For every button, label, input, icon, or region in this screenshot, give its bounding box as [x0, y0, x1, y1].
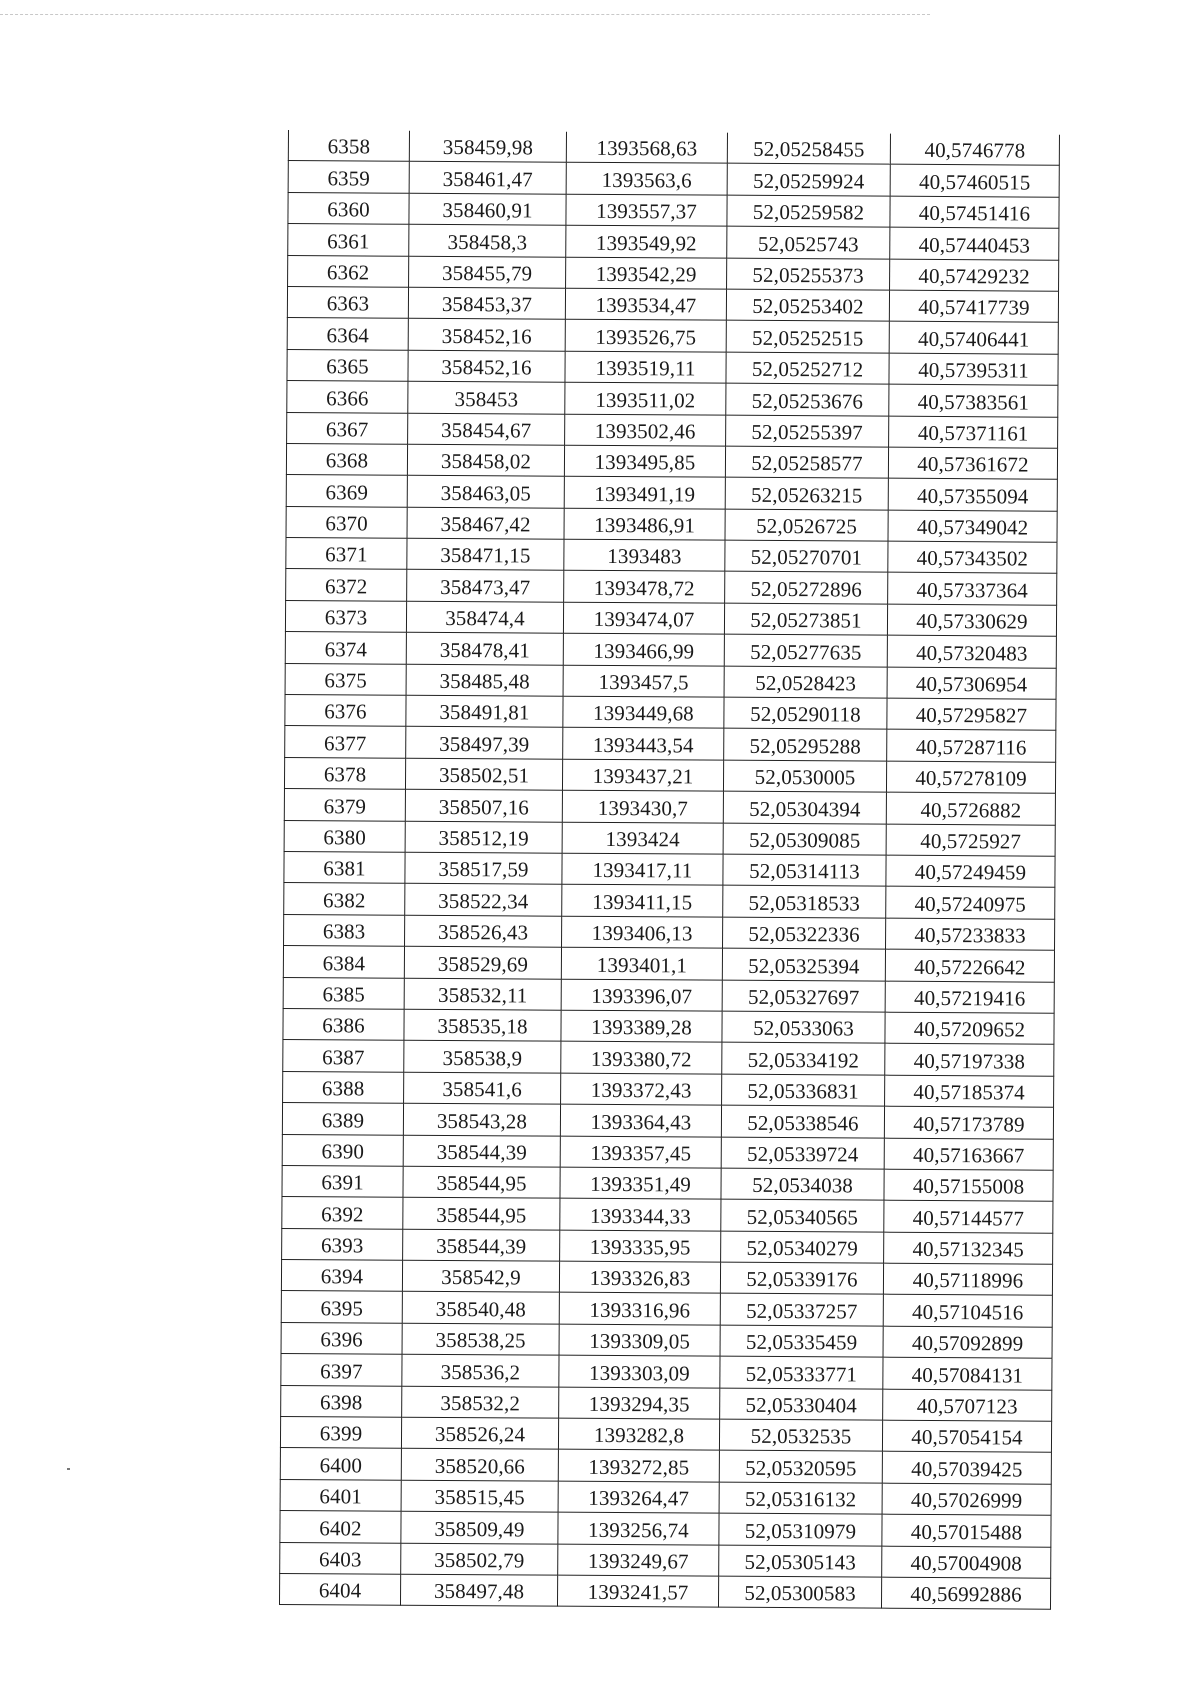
cell-latitude: 52,05330404 [720, 1388, 883, 1420]
cell-latitude: 52,05339176 [720, 1262, 883, 1294]
coordinates-table-body [279, 130, 1059, 1610]
cell-longitude: 40,5746778 [890, 134, 1059, 166]
cell-y-coordinate: 1393372,43 [561, 1073, 722, 1105]
cell-x-coordinate: 358497,39 [406, 727, 563, 759]
cell-latitude: 52,05270701 [725, 540, 888, 572]
table-row [282, 1165, 1053, 1201]
cell-point-number: 6386 [283, 1008, 404, 1040]
table-row [284, 914, 1055, 950]
cell-x-coordinate: 358497,48 [400, 1574, 557, 1606]
table-row [285, 695, 1056, 731]
cell-y-coordinate: 1393486,91 [564, 508, 725, 540]
cell-longitude: 40,57460515 [890, 165, 1059, 197]
cell-point-number: 6394 [281, 1260, 402, 1292]
cell-y-coordinate: 1393483 [564, 539, 725, 571]
cell-x-coordinate: 358485,48 [406, 664, 563, 696]
cell-y-coordinate: 1393474,07 [563, 602, 724, 634]
cell-latitude: 52,05253676 [726, 383, 889, 415]
table-row [283, 1040, 1054, 1076]
cell-point-number: 6378 [284, 757, 405, 789]
table-row [286, 443, 1057, 479]
cell-longitude: 40,57092899 [883, 1326, 1052, 1358]
cell-longitude: 40,5726882 [886, 792, 1055, 824]
cell-point-number: 6404 [279, 1573, 400, 1605]
cell-y-coordinate: 1393478,72 [564, 571, 725, 603]
cell-point-number: 6374 [285, 632, 406, 664]
cell-x-coordinate: 358455,79 [409, 256, 566, 288]
cell-latitude: 52,05318533 [723, 886, 886, 918]
cell-point-number: 6358 [288, 130, 409, 162]
cell-x-coordinate: 358538,9 [404, 1041, 561, 1073]
cell-latitude: 52,0530005 [723, 760, 886, 792]
cell-x-coordinate: 358474,4 [406, 601, 563, 633]
table-row [282, 1134, 1053, 1170]
cell-y-coordinate: 1393466,99 [563, 633, 724, 665]
table-row [282, 1197, 1053, 1233]
table-row [284, 851, 1055, 887]
table-row [281, 1291, 1052, 1327]
cell-x-coordinate: 358543,28 [403, 1103, 560, 1135]
cell-point-number: 6367 [287, 412, 408, 444]
cell-latitude: 52,05259924 [727, 164, 890, 196]
cell-y-coordinate: 1393272,85 [558, 1450, 719, 1482]
table-row [282, 1103, 1053, 1139]
cell-y-coordinate: 1393457,5 [563, 665, 724, 697]
cell-point-number: 6399 [280, 1416, 401, 1448]
cell-y-coordinate: 1393424 [562, 822, 723, 854]
cell-point-number: 6364 [287, 318, 408, 350]
cell-y-coordinate: 1393396,07 [561, 979, 722, 1011]
cell-latitude: 52,05325394 [722, 948, 885, 980]
cell-longitude: 40,56992886 [881, 1577, 1050, 1609]
table-row [286, 506, 1057, 542]
cell-x-coordinate: 358460,91 [409, 193, 566, 225]
cell-y-coordinate: 1393430,7 [562, 790, 723, 822]
cell-x-coordinate: 358459,98 [409, 131, 566, 163]
cell-y-coordinate: 1393542,29 [566, 257, 727, 289]
cell-point-number: 6377 [285, 726, 406, 758]
cell-x-coordinate: 358458,3 [409, 224, 566, 256]
cell-point-number: 6395 [281, 1291, 402, 1323]
cell-latitude: 52,05253402 [726, 289, 889, 321]
cell-y-coordinate: 1393282,8 [558, 1418, 719, 1450]
cell-longitude: 40,57406441 [889, 322, 1058, 354]
cell-x-coordinate: 358540,48 [402, 1292, 559, 1324]
table-row [283, 946, 1054, 982]
cell-point-number: 6366 [287, 381, 408, 413]
table-row [284, 757, 1055, 793]
cell-latitude: 52,05258577 [725, 446, 888, 478]
cell-y-coordinate: 1393241,57 [557, 1575, 718, 1607]
cell-latitude: 52,0525743 [727, 226, 890, 258]
cell-x-coordinate: 358463,05 [407, 476, 564, 508]
cell-x-coordinate: 358544,95 [403, 1198, 560, 1230]
cell-longitude: 40,57383561 [889, 384, 1058, 416]
cell-point-number: 6362 [288, 255, 409, 287]
cell-latitude: 52,0528423 [724, 666, 887, 698]
cell-longitude: 40,57249459 [886, 855, 1055, 887]
cell-point-number: 6403 [280, 1542, 401, 1574]
table-row [279, 1573, 1050, 1609]
cell-latitude: 52,0533063 [722, 1011, 885, 1043]
cell-y-coordinate: 1393256,74 [558, 1512, 719, 1544]
cell-latitude: 52,05309085 [723, 823, 886, 855]
cell-y-coordinate: 1393357,45 [560, 1136, 721, 1168]
cell-x-coordinate: 358502,79 [401, 1543, 558, 1575]
cell-y-coordinate: 1393264,47 [558, 1481, 719, 1513]
cell-point-number: 6385 [283, 977, 404, 1009]
cell-latitude: 52,05272896 [725, 572, 888, 604]
cell-x-coordinate: 358536,2 [402, 1354, 559, 1386]
cell-longitude: 40,57144577 [884, 1200, 1053, 1232]
table-row [287, 286, 1058, 322]
cell-latitude: 52,05320595 [719, 1451, 882, 1483]
cell-longitude: 40,57015488 [882, 1514, 1051, 1546]
cell-x-coordinate: 358453,37 [408, 287, 565, 319]
cell-x-coordinate: 358509,49 [401, 1511, 558, 1543]
table-row [287, 349, 1058, 385]
cell-longitude: 40,57209652 [885, 1012, 1054, 1044]
cell-longitude: 40,57343502 [888, 541, 1057, 573]
cell-longitude: 40,57417739 [889, 290, 1058, 322]
cell-point-number: 6392 [282, 1197, 403, 1229]
cell-y-coordinate: 1393437,21 [562, 759, 723, 791]
cell-y-coordinate: 1393526,75 [565, 320, 726, 352]
cell-latitude: 52,0534038 [721, 1168, 884, 1200]
cell-x-coordinate: 358532,11 [404, 978, 561, 1010]
table-row [283, 977, 1054, 1013]
cell-x-coordinate: 358541,6 [404, 1072, 561, 1104]
table-row [285, 632, 1056, 668]
cell-latitude: 52,05336831 [722, 1074, 885, 1106]
cell-latitude: 52,05273851 [724, 603, 887, 635]
cell-point-number: 6376 [285, 695, 406, 727]
cell-longitude: 40,57219416 [885, 981, 1054, 1013]
cell-latitude: 52,05252515 [726, 321, 889, 353]
cell-longitude: 40,57197338 [885, 1043, 1054, 1075]
table-row [281, 1260, 1052, 1296]
cell-x-coordinate: 358520,66 [401, 1449, 558, 1481]
cell-latitude: 52,05255397 [726, 415, 889, 447]
cell-point-number: 6373 [285, 600, 406, 632]
cell-longitude: 40,57132345 [884, 1232, 1053, 1264]
cell-latitude: 52,05338546 [721, 1105, 884, 1137]
cell-longitude: 40,57355094 [888, 478, 1057, 510]
table-row [287, 381, 1058, 417]
cell-point-number: 6389 [282, 1103, 403, 1135]
cell-y-coordinate: 1393495,85 [564, 445, 725, 477]
cell-y-coordinate: 1393568,63 [566, 132, 727, 164]
table-row [281, 1385, 1052, 1421]
cell-longitude: 40,57395311 [889, 353, 1058, 385]
cell-point-number: 6369 [286, 475, 407, 507]
table-row [288, 224, 1059, 260]
table-row [286, 475, 1057, 511]
cell-longitude: 40,57349042 [888, 510, 1057, 542]
cell-y-coordinate: 1393549,92 [566, 225, 727, 257]
cell-longitude: 40,57371161 [889, 416, 1058, 448]
cell-longitude: 40,57451416 [890, 196, 1059, 228]
cell-point-number: 6401 [280, 1479, 401, 1511]
cell-y-coordinate: 1393411,15 [562, 885, 723, 917]
cell-y-coordinate: 1393502,46 [565, 414, 726, 446]
cell-point-number: 6360 [288, 192, 409, 224]
cell-point-number: 6363 [287, 286, 408, 318]
cell-latitude: 52,05340279 [721, 1231, 884, 1263]
cell-longitude: 40,57155008 [884, 1169, 1053, 1201]
cell-point-number: 6400 [280, 1448, 401, 1480]
table-row [286, 538, 1057, 574]
table-row [287, 318, 1058, 354]
table-row [281, 1322, 1052, 1358]
cell-latitude: 52,05300583 [718, 1576, 881, 1608]
coordinates-table [279, 130, 1060, 1610]
table-row [280, 1416, 1051, 1452]
cell-point-number: 6383 [284, 914, 405, 946]
cell-y-coordinate: 1393534,47 [565, 288, 726, 320]
cell-point-number: 6371 [286, 538, 407, 570]
cell-y-coordinate: 1393309,05 [559, 1324, 720, 1356]
cell-longitude: 40,57026999 [882, 1483, 1051, 1515]
cell-longitude: 40,57173789 [884, 1106, 1053, 1138]
table-row [285, 600, 1056, 636]
cell-longitude: 40,57039425 [882, 1452, 1051, 1484]
cell-point-number: 6380 [284, 820, 405, 852]
cell-x-coordinate: 358522,34 [405, 884, 562, 916]
cell-y-coordinate: 1393563,6 [566, 163, 727, 195]
cell-y-coordinate: 1393316,96 [559, 1293, 720, 1325]
cell-longitude: 40,57118996 [883, 1263, 1052, 1295]
cell-longitude: 40,57330629 [887, 604, 1056, 636]
cell-latitude: 52,05304394 [723, 791, 886, 823]
cell-x-coordinate: 358538,25 [402, 1323, 559, 1355]
cell-x-coordinate: 358512,19 [405, 821, 562, 853]
cell-longitude: 40,57440453 [890, 227, 1059, 259]
table-row [280, 1479, 1051, 1515]
cell-y-coordinate: 1393417,11 [562, 853, 723, 885]
cell-longitude: 40,57240975 [886, 887, 1055, 919]
cell-x-coordinate: 358452,16 [408, 350, 565, 382]
cell-longitude: 40,57320483 [887, 635, 1056, 667]
cell-longitude: 40,57233833 [886, 918, 1055, 950]
cell-longitude: 40,5707123 [883, 1389, 1052, 1421]
cell-y-coordinate: 1393294,35 [559, 1387, 720, 1419]
cell-x-coordinate: 358535,18 [404, 1009, 561, 1041]
cell-latitude: 52,05335459 [720, 1325, 883, 1357]
cell-point-number: 6375 [285, 663, 406, 695]
cell-x-coordinate: 358544,95 [403, 1166, 560, 1198]
table-row [287, 412, 1058, 448]
cell-latitude: 52,05310979 [719, 1513, 882, 1545]
table-row [283, 1008, 1054, 1044]
table-row [288, 161, 1059, 197]
cell-y-coordinate: 1393491,19 [564, 476, 725, 508]
cell-y-coordinate: 1393449,68 [563, 696, 724, 728]
cell-point-number: 6361 [288, 224, 409, 256]
table-row [280, 1542, 1051, 1578]
table-row [286, 569, 1057, 605]
cell-x-coordinate: 358454,67 [408, 413, 565, 445]
scan-speck [67, 1468, 70, 1470]
table-row [283, 1071, 1054, 1107]
cell-latitude: 52,05314113 [723, 854, 886, 886]
cell-y-coordinate: 1393519,11 [565, 351, 726, 383]
cell-longitude: 40,57306954 [887, 667, 1056, 699]
cell-point-number: 6387 [283, 1040, 404, 1072]
coordinates-table-container [279, 130, 1060, 1610]
table-row [280, 1448, 1051, 1484]
cell-x-coordinate: 358491,81 [406, 695, 563, 727]
cell-longitude: 40,57337364 [888, 573, 1057, 605]
table-row [281, 1354, 1052, 1390]
cell-y-coordinate: 1393326,83 [559, 1261, 720, 1293]
cell-x-coordinate: 358467,42 [407, 507, 564, 539]
cell-point-number: 6391 [282, 1165, 403, 1197]
cell-y-coordinate: 1393249,67 [558, 1544, 719, 1576]
cell-x-coordinate: 358526,43 [405, 915, 562, 947]
cell-x-coordinate: 358532,2 [402, 1386, 559, 1418]
cell-y-coordinate: 1393511,02 [565, 382, 726, 414]
cell-point-number: 6365 [287, 349, 408, 381]
cell-x-coordinate: 358471,15 [407, 538, 564, 570]
cell-longitude: 40,57084131 [883, 1357, 1052, 1389]
cell-y-coordinate: 1393557,37 [566, 194, 727, 226]
cell-longitude: 40,57054154 [882, 1420, 1051, 1452]
cell-longitude: 40,57104516 [883, 1295, 1052, 1327]
cell-point-number: 6370 [286, 506, 407, 538]
cell-point-number: 6390 [282, 1134, 403, 1166]
cell-x-coordinate: 358542,9 [402, 1260, 559, 1292]
cell-y-coordinate: 1393380,72 [561, 1042, 722, 1074]
cell-latitude: 52,0526725 [725, 509, 888, 541]
cell-x-coordinate: 358502,51 [405, 758, 562, 790]
cell-latitude: 52,05305143 [719, 1545, 882, 1577]
cell-latitude: 52,05290118 [724, 697, 887, 729]
cell-longitude: 40,57163667 [884, 1138, 1053, 1170]
table-row [284, 789, 1055, 825]
cell-longitude: 40,57287116 [887, 730, 1056, 762]
table-row [288, 255, 1059, 291]
cell-x-coordinate: 358515,45 [401, 1480, 558, 1512]
cell-y-coordinate: 1393335,95 [560, 1230, 721, 1262]
cell-longitude: 40,57361672 [888, 447, 1057, 479]
cell-point-number: 6382 [284, 883, 405, 915]
table-row [285, 726, 1056, 762]
cell-y-coordinate: 1393364,43 [560, 1104, 721, 1136]
cell-latitude: 52,05333771 [720, 1356, 883, 1388]
cell-latitude: 52,05295288 [724, 729, 887, 761]
scan-top-edge-line [0, 14, 930, 15]
cell-point-number: 6381 [284, 851, 405, 883]
cell-point-number: 6388 [283, 1071, 404, 1103]
cell-y-coordinate: 1393303,09 [559, 1355, 720, 1387]
cell-x-coordinate: 358453 [408, 381, 565, 413]
cell-latitude: 52,05327697 [722, 980, 885, 1012]
table-row [284, 820, 1055, 856]
cell-latitude: 52,05263215 [725, 477, 888, 509]
cell-x-coordinate: 358507,16 [405, 789, 562, 821]
cell-x-coordinate: 358478,41 [406, 632, 563, 664]
cell-latitude: 52,05316132 [719, 1482, 882, 1514]
cell-longitude: 40,57429232 [890, 259, 1059, 291]
cell-y-coordinate: 1393389,28 [561, 1010, 722, 1042]
cell-y-coordinate: 1393443,54 [563, 728, 724, 760]
table-row [285, 663, 1056, 699]
cell-latitude: 52,05337257 [720, 1294, 883, 1326]
cell-point-number: 6379 [284, 789, 405, 821]
cell-x-coordinate: 358544,39 [403, 1135, 560, 1167]
cell-longitude: 40,57004908 [882, 1546, 1051, 1578]
cell-y-coordinate: 1393351,49 [560, 1167, 721, 1199]
table-row [288, 130, 1059, 166]
cell-y-coordinate: 1393406,13 [562, 916, 723, 948]
cell-longitude: 40,57295827 [887, 698, 1056, 730]
cell-x-coordinate: 358452,16 [408, 319, 565, 351]
cell-y-coordinate: 1393401,1 [561, 947, 722, 979]
cell-point-number: 6368 [286, 443, 407, 475]
cell-x-coordinate: 358526,24 [401, 1417, 558, 1449]
table-row [282, 1228, 1053, 1264]
cell-x-coordinate: 358529,69 [404, 946, 561, 978]
cell-latitude: 52,05340565 [721, 1199, 884, 1231]
cell-longitude: 40,5725927 [886, 824, 1055, 856]
cell-x-coordinate: 358473,47 [407, 570, 564, 602]
table-row [288, 192, 1059, 228]
cell-point-number: 6398 [281, 1385, 402, 1417]
cell-point-number: 6359 [288, 161, 409, 193]
cell-latitude: 52,05277635 [724, 634, 887, 666]
cell-point-number: 6397 [281, 1354, 402, 1386]
cell-x-coordinate: 358458,02 [407, 444, 564, 476]
cell-latitude: 52,0532535 [719, 1419, 882, 1451]
cell-latitude: 52,05255373 [727, 258, 890, 290]
cell-longitude: 40,57278109 [886, 761, 1055, 793]
cell-latitude: 52,05259582 [727, 195, 890, 227]
cell-latitude: 52,05258455 [727, 133, 890, 165]
table-row [280, 1511, 1051, 1547]
table-row [284, 883, 1055, 919]
cell-longitude: 40,57185374 [885, 1075, 1054, 1107]
cell-latitude: 52,05334192 [722, 1042, 885, 1074]
cell-point-number: 6372 [286, 569, 407, 601]
cell-point-number: 6402 [280, 1511, 401, 1543]
cell-x-coordinate: 358544,39 [403, 1229, 560, 1261]
cell-longitude: 40,57226642 [885, 949, 1054, 981]
cell-point-number: 6396 [281, 1322, 402, 1354]
cell-point-number: 6384 [283, 946, 404, 978]
cell-y-coordinate: 1393344,33 [560, 1198, 721, 1230]
cell-x-coordinate: 358461,47 [409, 162, 566, 194]
cell-latitude: 52,05339724 [721, 1137, 884, 1169]
cell-x-coordinate: 358517,59 [405, 852, 562, 884]
cell-latitude: 52,05252712 [726, 352, 889, 384]
cell-point-number: 6393 [282, 1228, 403, 1260]
cell-latitude: 52,05322336 [723, 917, 886, 949]
